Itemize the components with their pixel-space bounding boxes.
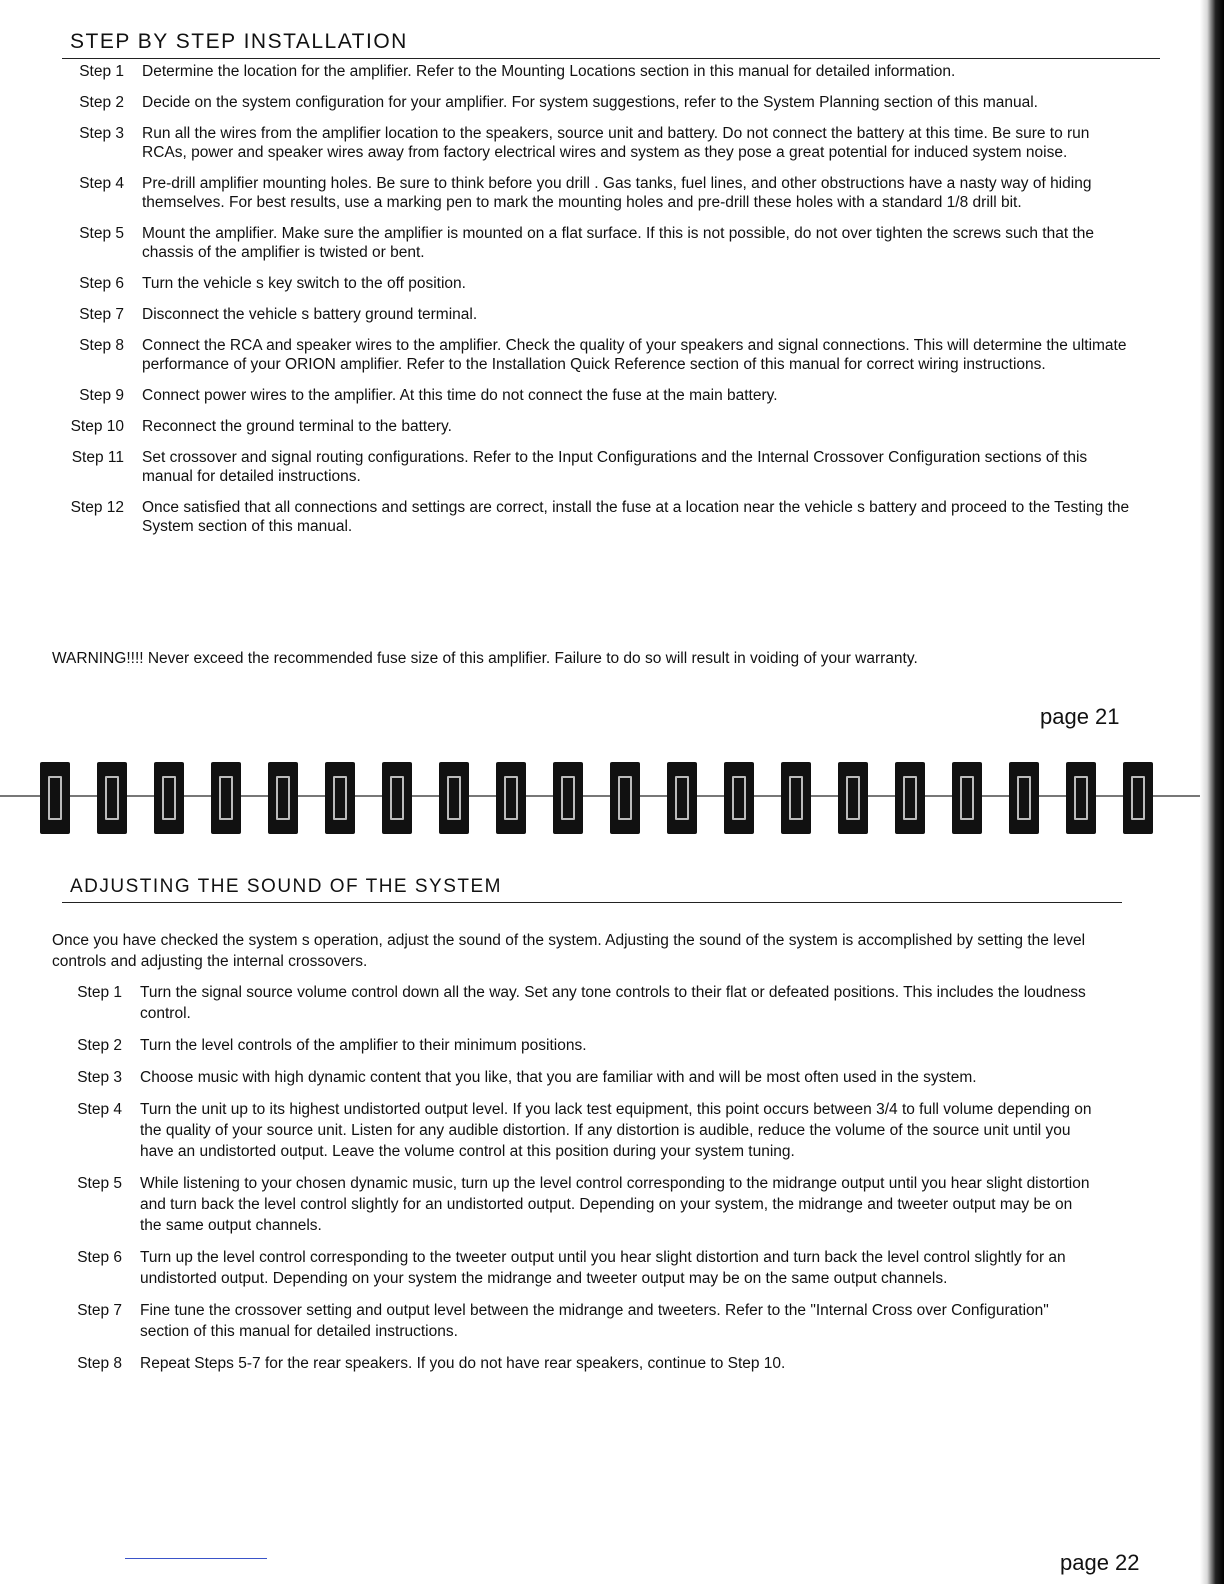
installation-step	[0, 174, 1135, 212]
step-text: Choose music with high dynamic content that you like, that you are familiar with and will be most often used in the system.	[140, 1069, 977, 1086]
step-text: Repeat Steps 5-7 for the rear speakers. If you do not have rear speakers, continue to Step 10.	[140, 1355, 786, 1372]
binding-ring	[439, 762, 469, 834]
installation-step	[0, 448, 1135, 486]
step-label: Step 8	[77, 1355, 122, 1372]
binding-ring	[325, 762, 355, 834]
step-label: Step 7	[79, 306, 124, 323]
installation-step	[0, 305, 1135, 324]
step-label: Step 6	[77, 1249, 122, 1266]
binding-ring	[154, 762, 184, 834]
installation-title: STEP BY STEP INSTALLATION	[70, 30, 408, 53]
step-text: Connect the RCA and speaker wires to the amplifier. Check the quality of your speakers and signal connections. This will determine the ultimate performance of your ORION amplifier. Refer to the Installation Quick Reference section of this manual for correct wiring instructions.	[142, 337, 1127, 373]
step-label: Step 12	[70, 499, 124, 516]
installation-step	[0, 224, 1135, 262]
binding-ring	[895, 762, 925, 834]
step-label: Step 11	[71, 449, 124, 466]
step-text: Set crossover and signal routing configurations. Refer to the Input Configurations and the Internal Crossover Configuration sections of this manual for detailed instructions.	[142, 449, 1088, 485]
binding-ring	[496, 762, 526, 834]
step-text: Turn the signal source volume control down all the way. Set any tone controls to their flat or defeated positions. This includes the loudness control.	[140, 984, 1086, 1022]
installation-step	[0, 274, 1135, 293]
step-text: Disconnect the vehicle s battery ground terminal.	[142, 306, 478, 323]
binding-ring	[1066, 762, 1096, 834]
page-number: page 22	[1060, 1550, 1140, 1575]
page-number: page 21	[1040, 704, 1120, 729]
step-label: Step 1	[77, 984, 122, 1001]
installation-page	[0, 0, 1224, 740]
step-label: Step 8	[79, 337, 124, 354]
installation-step	[0, 336, 1135, 374]
binding-ring	[838, 762, 868, 834]
step-text: Run all the wires from the amplifier location to the speakers, source unit and battery. Do not connect the battery at this time. Be sure to run RCAs, power and speaker wires away from factory electrical wires and system as they pose a great potential for induced system noise.	[142, 125, 1090, 161]
step-label: Step 5	[79, 225, 124, 242]
step-label: Step 2	[77, 1037, 122, 1054]
installation-step	[0, 62, 1135, 81]
step-text: Mount the amplifier. Make sure the amplifier is mounted on a flat surface. If this is not possible, do not over tighten the screws such that the chassis of the amplifier is twisted or bent.	[142, 225, 1095, 261]
adjusting-step	[0, 1035, 1095, 1056]
step-label: Step 7	[77, 1302, 122, 1319]
step-label: Step 4	[79, 175, 124, 192]
step-text: Fine tune the crossover setting and output level between the midrange and tweeters. Refer to the "Internal Cross over Configuration" section of this manual for detailed instructions.	[140, 1302, 1049, 1340]
installation-step	[0, 124, 1135, 162]
step-label: Step 6	[79, 275, 124, 292]
step-text: Turn the unit up to its highest undistorted output level. If you lack test equipment, this point occurs between 3/4 to full volume depending on the quality of your source unit. Listen for any audible distortion. If any distortion is audible, reduce the volume of the source unit until you have an undistorted output. Leave the volume control at this position during your system tuning.	[140, 1101, 1092, 1160]
binding-ring	[1009, 762, 1039, 834]
binding-ring	[781, 762, 811, 834]
step-label: Step 5	[77, 1175, 122, 1192]
step-text: Pre-drill amplifier mounting holes. Be sure to think before you drill . Gas tanks, fuel lines, and other obstructions have a nasty way of hiding themselves. For best results, use a marking pen to mark the mounting holes and pre-drill these holes with a standard 1/8 drill bit.	[142, 175, 1092, 211]
step-text: Turn up the level control corresponding to the tweeter output until you hear slight distortion and turn back the level control slightly for an undistorted output. Depending on your system the midrange and tweeter output may be on the same output channels.	[140, 1249, 1066, 1287]
binding-ring	[667, 762, 697, 834]
installation-step	[0, 386, 1135, 405]
step-text: Determine the location for the amplifier. Refer to the Mounting Locations section in this manual for detailed information.	[142, 63, 956, 80]
installation-step	[0, 417, 1135, 436]
binding-ring	[610, 762, 640, 834]
installation-step	[0, 498, 1135, 536]
step-label: Step 3	[77, 1069, 122, 1086]
adjusting-step	[0, 1173, 1095, 1236]
adjusting-step	[0, 982, 1095, 1024]
binding-ring	[1123, 762, 1153, 834]
binding-ring	[382, 762, 412, 834]
installation-step	[0, 93, 1135, 112]
adjusting-step	[0, 1300, 1095, 1342]
binding-ring	[553, 762, 583, 834]
installation-steps	[0, 62, 1135, 548]
step-label: Step 1	[79, 63, 124, 80]
blue-pen-mark	[125, 1558, 267, 1559]
step-text: While listening to your chosen dynamic music, turn up the level control corresponding to the midrange output until you hear slight distortion and turn back the level control slightly for an undistorted output. Depending on your system, the midrange and tweeter output may be on the same output channels.	[140, 1175, 1090, 1234]
step-label: Step 4	[77, 1101, 122, 1118]
adjusting-title-rule	[62, 902, 1122, 903]
binding-ring	[268, 762, 298, 834]
step-text: Reconnect the ground terminal to the battery.	[142, 418, 452, 435]
adjusting-step	[0, 1247, 1095, 1289]
adjusting-step	[0, 1067, 1095, 1088]
step-text: Turn the vehicle s key switch to the off position.	[142, 275, 466, 292]
warning-text: WARNING!!!! Never exceed the recommended fuse size of this amplifier. Failure to do so will result in voiding of your warranty.	[52, 650, 918, 667]
step-text: Connect power wires to the amplifier. At this time do not connect the fuse at the main battery.	[142, 387, 778, 404]
adjusting-step	[0, 1099, 1095, 1162]
binding-ring	[97, 762, 127, 834]
spiral-binding	[0, 740, 1224, 858]
step-text: Decide on the system configuration for your amplifier. For system suggestions, refer to the System Planning section of this manual.	[142, 94, 1038, 111]
binding-ring	[211, 762, 241, 834]
binding-ring	[724, 762, 754, 834]
adjusting-step	[0, 1353, 1095, 1374]
step-label: Step 9	[79, 387, 124, 404]
binding-ring	[952, 762, 982, 834]
step-text: Once satisfied that all connections and settings are correct, install the fuse at a location near the vehicle s battery and proceed to the Testing the System section of this manual.	[142, 499, 1130, 535]
step-label: Step 3	[79, 125, 124, 142]
adjusting-title: ADJUSTING THE SOUND OF THE SYSTEM	[70, 876, 503, 897]
installation-title-rule	[62, 58, 1160, 59]
scan-edge-shadow	[1200, 0, 1224, 1584]
binding-ring	[40, 762, 70, 834]
adjusting-page	[0, 858, 1224, 1584]
adjusting-intro: Once you have checked the system s operation, adjust the sound of the system. Adjusting the sound of the system is accomplished by setting the level controls and adjusting the internal crossovers.	[52, 932, 1086, 970]
step-text: Turn the level controls of the amplifier to their minimum positions.	[140, 1037, 587, 1054]
adjusting-steps	[0, 982, 1095, 1385]
step-label: Step 10	[70, 418, 124, 435]
step-label: Step 2	[79, 94, 124, 111]
